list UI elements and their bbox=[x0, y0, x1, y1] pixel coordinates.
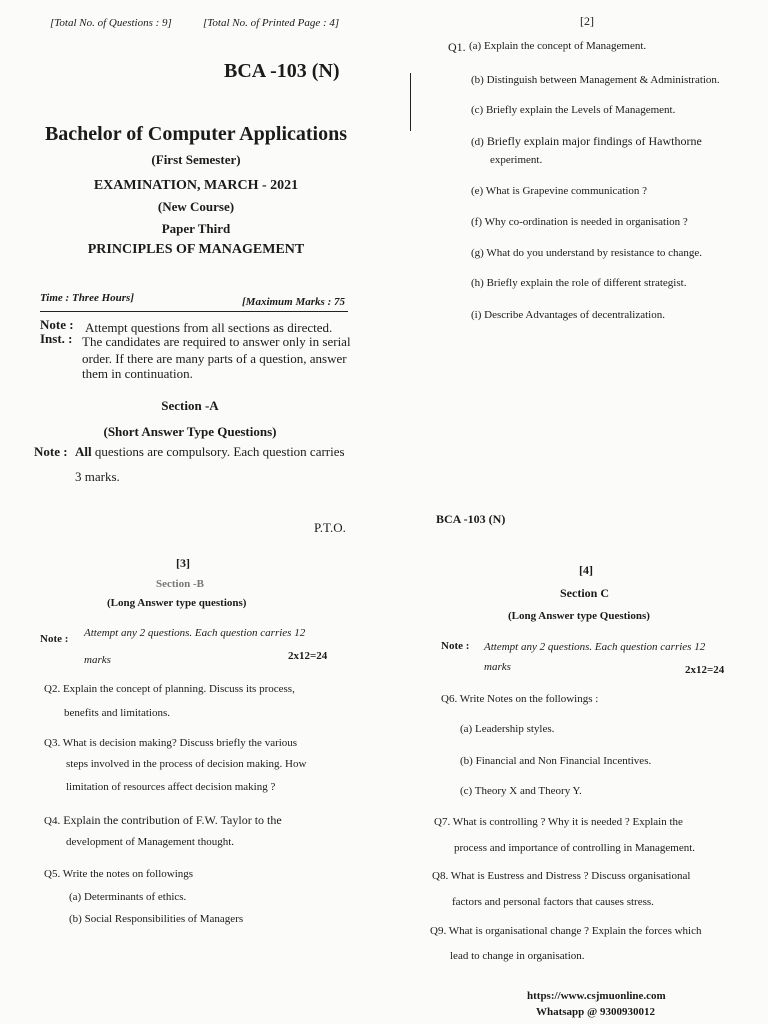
item-text: Briefly explain major findings of Hawthorne bbox=[486, 134, 702, 148]
item-label: (d) bbox=[471, 136, 484, 148]
question-label: Q4. bbox=[44, 815, 61, 827]
question-label: Q7. bbox=[434, 816, 451, 828]
question-line: steps involved in the process of decision making. How bbox=[66, 758, 307, 770]
section-a-subtitle: (Short Answer Type Questions) bbox=[103, 424, 277, 439]
item-text: Theory X and Theory Y. bbox=[474, 785, 582, 797]
question-text: Write Notes on the followings : bbox=[459, 693, 599, 705]
instruction-line: order. If there are many parts of a question, answer bbox=[82, 351, 347, 366]
item-label: (i) bbox=[471, 309, 482, 321]
question-text: Write the notes on followings bbox=[62, 868, 194, 880]
question-text: Explain the concept of planning. Discuss its process, bbox=[62, 683, 295, 695]
marks-allocation: 2x12=24 bbox=[288, 650, 328, 662]
question-q2 bbox=[44, 683, 295, 695]
list-item bbox=[69, 891, 186, 903]
paper-code: BCA -103 (N) bbox=[224, 60, 340, 82]
semester: (First Semester) bbox=[151, 152, 241, 167]
item-text: What is Grapevine communication ? bbox=[485, 185, 648, 197]
question-q8 bbox=[432, 870, 690, 882]
note-text: Attempt any 2 questions. Each question carries 12 bbox=[84, 627, 306, 639]
header-divider bbox=[40, 311, 348, 312]
item-text: Explain the concept of Management. bbox=[483, 40, 647, 52]
footer-paper-code: BCA -103 (N) bbox=[436, 512, 506, 526]
paper-number: Paper Third bbox=[161, 221, 231, 236]
question-line: limitation of resources affect decision making ? bbox=[66, 781, 276, 793]
question-text: What is organisational change ? Explain the forces which bbox=[448, 925, 702, 937]
question-label: Q3. bbox=[44, 737, 61, 749]
item-text: What do you understand by resistance to change. bbox=[486, 247, 703, 259]
question-label: Q6. bbox=[441, 693, 458, 705]
item-label: (h) bbox=[471, 277, 484, 289]
note-label: Note : bbox=[40, 633, 69, 645]
question-label: Q9. bbox=[430, 925, 447, 937]
question-text: What is decision making? Discuss briefly the various bbox=[62, 737, 298, 749]
item-text: Financial and Non Financial Incentives. bbox=[475, 755, 652, 767]
item-text: Why co-ordination is needed in organisation ? bbox=[484, 216, 688, 228]
list-item bbox=[471, 185, 647, 197]
list-item bbox=[460, 755, 651, 767]
question-label: Q2. bbox=[44, 683, 61, 695]
item-label: (b) bbox=[460, 755, 473, 767]
item-text: Distinguish between Management & Administration. bbox=[486, 74, 720, 86]
question-label: Q5. bbox=[44, 868, 61, 880]
page-number: [3] bbox=[176, 556, 190, 570]
question-q4 bbox=[44, 813, 282, 828]
list-item bbox=[460, 723, 554, 735]
question-label: Q8. bbox=[432, 870, 449, 882]
total-questions-header: [Total No. of Questions : 9] bbox=[50, 17, 172, 29]
page-number: [4] bbox=[579, 563, 593, 577]
section-a-note-bold: All bbox=[75, 444, 92, 459]
note-label: Note : bbox=[40, 317, 74, 332]
item-label: (b) bbox=[69, 913, 82, 925]
list-item bbox=[471, 247, 702, 259]
list-item bbox=[69, 913, 243, 925]
question-line: development of Management thought. bbox=[66, 836, 235, 848]
item-text: Briefly explain the role of different strategist. bbox=[486, 277, 687, 289]
item-text: Leadership styles. bbox=[474, 723, 555, 735]
exam-title: EXAMINATION, MARCH - 2021 bbox=[93, 178, 299, 193]
note-text-2: marks bbox=[484, 661, 511, 673]
degree-title: Bachelor of Computer Applications bbox=[44, 123, 348, 145]
item-text: Describe Advantages of decentralization. bbox=[484, 309, 665, 321]
item-text: Determinants of ethics. bbox=[83, 891, 187, 903]
question-line: factors and personal factors that causes stress. bbox=[452, 896, 654, 908]
item-text: Social Responsibilities of Managers bbox=[84, 913, 244, 925]
note-text: Attempt questions from all sections as directed. bbox=[85, 320, 333, 335]
item-label: (c) bbox=[471, 104, 484, 116]
list-item bbox=[471, 74, 720, 86]
question-q3 bbox=[44, 737, 297, 749]
question-text: What is controlling ? Why it is needed ? Explain the bbox=[452, 816, 683, 828]
section-a-title: Section -A bbox=[161, 398, 219, 413]
question-line: lead to change in organisation. bbox=[450, 950, 585, 962]
list-item bbox=[471, 104, 675, 116]
section-a-note-line-2: 3 marks. bbox=[75, 469, 120, 484]
whatsapp-contact: Whatsapp @ 9300930012 bbox=[536, 1006, 656, 1018]
list-item bbox=[469, 40, 646, 52]
item-label: (f) bbox=[471, 216, 482, 228]
list-item bbox=[471, 134, 702, 149]
section-c-title: Section C bbox=[560, 586, 609, 600]
question-line: process and importance of controlling in Management. bbox=[454, 842, 696, 854]
question-text: Explain the contribution of F.W. Taylor to the bbox=[63, 813, 282, 827]
list-item bbox=[460, 785, 582, 797]
note-text: Attempt any 2 questions. Each question carries 12 bbox=[484, 641, 706, 653]
note-text-2: marks bbox=[84, 654, 111, 666]
question-q6 bbox=[441, 693, 598, 705]
question-q5 bbox=[44, 868, 193, 880]
question-q9 bbox=[430, 925, 701, 937]
item-label: (e) bbox=[471, 185, 484, 197]
section-a-note-line: questions are compulsory. Each question carries bbox=[94, 444, 345, 459]
page-divider-mark bbox=[410, 73, 411, 131]
maximum-marks: [Maximum Marks : 75 bbox=[242, 296, 345, 308]
item-label: (b) bbox=[471, 74, 484, 86]
section-b-subtitle: (Long Answer type questions) bbox=[107, 597, 247, 609]
list-item bbox=[471, 309, 665, 321]
total-pages-header: [Total No. of Printed Page : 4] bbox=[203, 17, 340, 29]
pto-label: P.T.O. bbox=[314, 520, 346, 535]
instruction-label: Inst. : bbox=[40, 331, 73, 346]
item-text: Briefly explain the Levels of Management. bbox=[485, 104, 676, 116]
time-allowed: Time : Three Hours] bbox=[40, 292, 134, 304]
item-label: (a) bbox=[469, 40, 482, 52]
list-item bbox=[471, 277, 686, 289]
section-a-note bbox=[75, 444, 345, 460]
section-a-note-label: Note : bbox=[34, 444, 68, 459]
page-number: [2] bbox=[580, 14, 594, 28]
item-label: (a) bbox=[460, 723, 473, 735]
item-continuation: experiment. bbox=[490, 154, 543, 166]
subject-title: PRINCIPLES OF MANAGEMENT bbox=[87, 242, 305, 257]
course-type: (New Course) bbox=[157, 199, 235, 214]
item-label: (g) bbox=[471, 247, 484, 259]
question-q7 bbox=[434, 816, 683, 828]
marks-allocation: 2x12=24 bbox=[685, 664, 725, 676]
item-label: (a) bbox=[69, 891, 82, 903]
question-text: What is Eustress and Distress ? Discuss organisational bbox=[450, 870, 691, 882]
item-label: (c) bbox=[460, 785, 473, 797]
list-item bbox=[471, 216, 688, 228]
section-c-subtitle: (Long Answer type Questions) bbox=[508, 610, 650, 622]
question-label: Q1. bbox=[448, 40, 466, 54]
question-line: benefits and limitations. bbox=[64, 707, 171, 719]
section-b-title: Section -B bbox=[156, 578, 204, 590]
website-link[interactable]: https://www.csjmuonline.com bbox=[527, 990, 666, 1002]
instruction-line: The candidates are required to answer only in serial bbox=[82, 334, 351, 349]
note-label: Note : bbox=[441, 640, 470, 652]
instruction-line: them in continuation. bbox=[82, 366, 193, 381]
